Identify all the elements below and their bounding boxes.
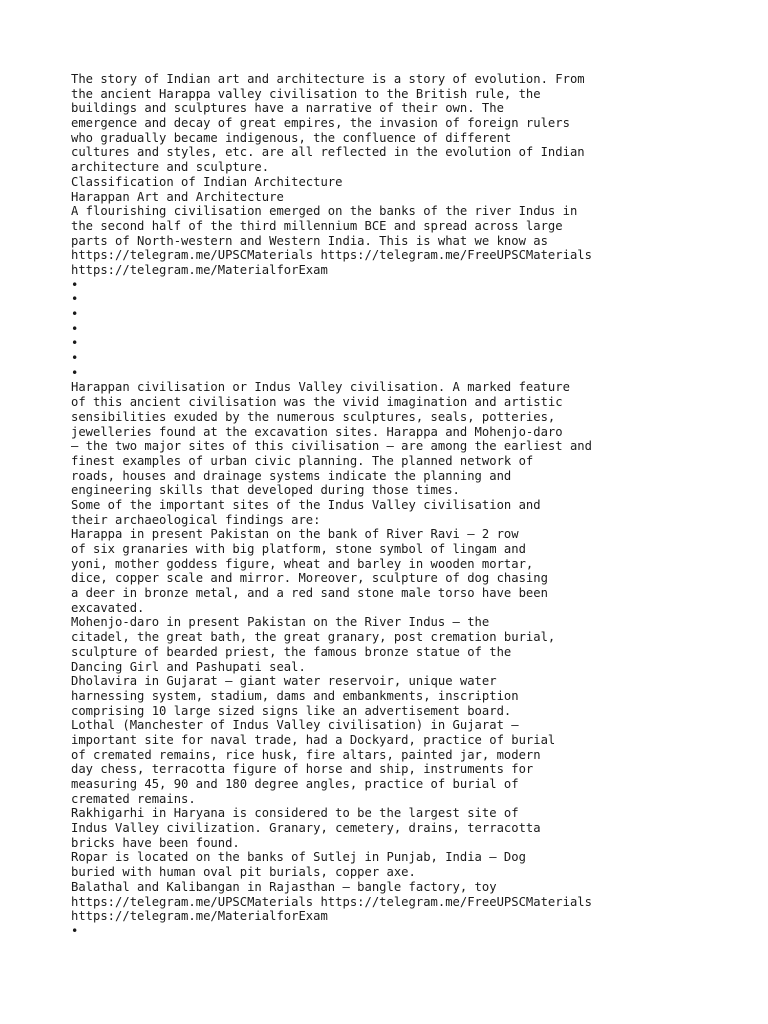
text-line: yoni, mother goddess figure, wheat and barley in wooden mortar, [71,556,534,571]
text-line: dice, copper scale and mirror. Moreover, sculpture of dog chasing [71,571,548,586]
text-line: the second half of the third millennium BCE and spread across large [71,218,563,233]
text-line: Balathal and Kalibangan in Rajasthan – bangle factory, toy [71,879,497,894]
text-line: buildings and sculptures have a narrative of their own. The [71,101,504,116]
text-line: https://telegram.me/UPSCMaterials https://telegram.me/FreeUPSCMaterials [71,248,592,263]
text-line: The story of Indian art and architecture is a story of evolution. From [71,72,585,86]
text-line: jewelleries found at the excavation sites. Harappa and Mohenjo-daro [71,424,563,439]
text-line: Some of the important sites of the Indus Valley civilisation and [71,497,541,512]
text-line: Harappa in present Pakistan on the bank of River Ravi – 2 row [71,527,519,542]
text-line: • [71,336,79,351]
text-line: • [71,321,79,336]
document-page [71,72,751,939]
text-line: cremated remains. [71,791,196,806]
text-line: • [71,351,79,366]
text-line: https://telegram.me/MaterialforExam [71,909,328,924]
text-line: architecture and sculpture. [71,160,270,175]
text-line: cultures and styles, etc. are all reflected in the evolution of Indian [71,145,585,160]
text-line: comprising 10 large sized signs like an advertisement board. [71,703,512,718]
text-line: Indus Valley civilization. Granary, cemetery, drains, terracotta [71,821,541,836]
text-line: Rakhigarhi in Haryana is considered to be the largest site of [71,806,519,821]
text-line: a deer in bronze metal, and a red sand stone male torso have been [71,586,548,601]
text-line: buried with human oval pit burials, copper axe. [71,865,416,880]
text-line: citadel, the great bath, the great granary, post cremation burial, [71,630,556,645]
text-line: important site for naval trade, had a Dockyard, practice of burial [71,732,556,747]
text-line: parts of North-western and Western India. This is what we know as [71,233,548,248]
text-line: of cremated remains, rice husk, fire altars, painted jar, modern [71,747,541,762]
text-line: • [71,923,79,938]
text-line: measuring 45, 90 and 180 degree angles, practice of burial of [71,777,519,791]
text-line: – the two major sites of this civilisation – are among the earliest and [71,439,592,454]
text-line: • [71,292,79,307]
text-line: Mohenjo-daro in present Pakistan on the River Indus – the [71,615,490,630]
text-line: Harappan Art and Architecture [71,189,284,204]
text-line: Dholavira in Gujarat – giant water reservoir, unique water [71,674,497,689]
text-line: bricks have been found. [71,835,240,850]
text-line: excavated. [71,600,145,615]
text-line: Dancing Girl and Pashupati seal. [71,659,306,674]
text-line: • [71,365,79,380]
text-line: who gradually became indigenous, the confluence of different [71,130,512,145]
text-line: of six granaries with big platform, stone symbol of lingam and [71,542,526,556]
text-line: https://telegram.me/MaterialforExam [71,262,328,277]
text-line: the ancient Harappa valley civilisation to the British rule, the [71,86,541,101]
text-line: https://telegram.me/UPSCMaterials https://telegram.me/FreeUPSCMaterials [71,894,592,909]
text-line: emergence and decay of great empires, the invasion of foreign rulers [71,116,570,131]
text-line: roads, houses and drainage systems indicate the planning and [71,468,512,483]
text-line: Ropar is located on the banks of Sutlej in Punjab, India – Dog [71,850,526,865]
text-line: sensibilities exuded by the numerous sculptures, seals, potteries, [71,409,556,424]
text-line: Harappan civilisation or Indus Valley civilisation. A marked feature [71,380,570,395]
text-line: harnessing system, stadium, dams and embankments, inscription [71,688,519,703]
text-line: day chess, terracotta figure of horse and ship, instruments for [71,762,534,777]
text-line: engineering skills that developed during those times. [71,483,460,498]
text-line: • [71,277,79,292]
text-line: finest examples of urban civic planning. The planned network of [71,453,534,468]
text-line: • [71,307,79,321]
text-line: sculpture of bearded priest, the famous bronze statue of the [71,644,512,659]
text-line: Classification of Indian Architecture [71,174,343,189]
text-line: A flourishing civilisation emerged on the banks of the river Indus in [71,204,578,219]
text-line: of this ancient civilisation was the vivid imagination and artistic [71,395,563,410]
text-line: their archaeological findings are: [71,512,321,527]
text-line: Lothal (Manchester of Indus Valley civilisation) in Gujarat – [71,718,519,733]
